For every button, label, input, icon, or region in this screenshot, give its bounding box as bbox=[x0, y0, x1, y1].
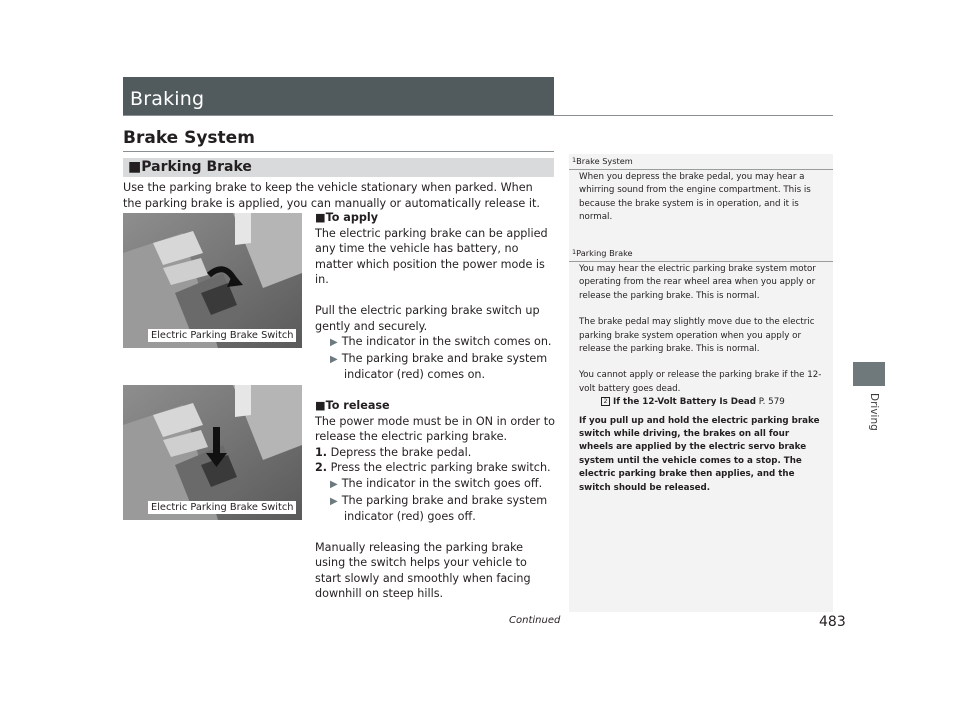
subsection-title bbox=[128, 159, 252, 175]
release-heading: ■To release bbox=[315, 398, 390, 412]
parking-brake-photo-apply bbox=[123, 213, 302, 348]
release-result-2-cont: indicator (red) goes off. bbox=[344, 510, 476, 524]
release-step-1: 1. Depress the brake pedal. bbox=[315, 445, 472, 459]
apply-result-2-cont: indicator (red) comes on. bbox=[344, 368, 486, 382]
heading-rule bbox=[123, 151, 554, 152]
note-rule bbox=[569, 169, 833, 170]
note-rule bbox=[569, 261, 833, 262]
parking-brake-photo-release bbox=[123, 385, 302, 520]
console-illustration-release bbox=[123, 385, 302, 520]
console-illustration-apply bbox=[123, 213, 302, 348]
reference-icon: 2 bbox=[601, 397, 610, 406]
note-para-2: The brake pedal may slightly move due to the electric parking brake system operation when you apply or release the parking brake. This is normal. bbox=[579, 317, 815, 355]
result-arrow-icon: ▶ bbox=[330, 337, 338, 349]
result-arrow-icon: ▶ bbox=[330, 353, 338, 365]
photo-caption-release: Electric Parking Brake Switch bbox=[148, 501, 296, 514]
note-parking-brake-title: $^1$Parking Brake bbox=[572, 248, 633, 258]
intro-paragraph: Use the parking brake to keep the vehicle stationary when parked. When the parking brake is applied, you can manually or automatically release it. bbox=[123, 181, 540, 210]
square-bullet-icon: ■ bbox=[315, 398, 326, 412]
subsection-title-text: Parking Brake bbox=[141, 159, 252, 175]
note-brake-system-title: $^1$Brake System bbox=[572, 156, 633, 166]
release-result-2: ▶ The parking brake and brake system bbox=[330, 493, 548, 507]
release-para-2: Manually releasing the parking brake using the switch helps your vehicle to start slowly and smoothly when facing downhill on steep hills. bbox=[315, 540, 531, 601]
procedure-column bbox=[315, 210, 555, 602]
battery-dead-reference-link[interactable]: 2 If the 12-Volt Battery Is Dead P. 579 bbox=[579, 396, 825, 409]
header-rule bbox=[123, 115, 833, 116]
page-heading: Brake System bbox=[123, 128, 255, 148]
apply-heading: ■To apply bbox=[315, 211, 378, 224]
apply-result-1: ▶ The indicator in the switch comes on. bbox=[330, 335, 552, 349]
release-result-1: ▶ The indicator in the switch goes off. bbox=[330, 476, 543, 490]
side-tab-label: Driving bbox=[868, 393, 880, 431]
continued-label: Continued bbox=[509, 615, 561, 626]
note-para-3: You cannot apply or release the parking brake if the 12-volt battery goes dead. bbox=[579, 370, 822, 394]
photo-caption-apply: Electric Parking Brake Switch bbox=[148, 329, 296, 342]
release-para-1: The power mode must be in ON in order to release the electric parking brake. bbox=[315, 414, 555, 444]
result-arrow-icon: ▶ bbox=[330, 495, 338, 507]
page-number: 483 bbox=[819, 614, 846, 630]
result-arrow-icon: ▶ bbox=[330, 478, 338, 490]
push-arrow-icon bbox=[213, 427, 220, 455]
apply-para-2: Pull the electric parking brake switch up gently and securely. bbox=[315, 303, 540, 333]
apply-result-2: ▶ The parking brake and brake system bbox=[330, 351, 548, 365]
note-parking-brake-body bbox=[579, 263, 825, 495]
note-brake-system-body: When you depress the brake pedal, you may hear a whirring sound from the engine compartment. This is because the brake system is in operation, and it is normal. bbox=[579, 172, 811, 223]
note-para-1: You may hear the electric parking brake system motor operating from the rear wheel area when you apply or release the parking brake. This is normal. bbox=[579, 264, 816, 301]
side-tab bbox=[853, 362, 885, 386]
section-title: Braking bbox=[130, 88, 205, 110]
note-para-4: If you pull up and hold the electric parking brake switch while driving, the brakes on all four wheels are applied by the electric servo brake system until the vehicle comes to a stop. The electric parking brake then applies, and the switch should be released. bbox=[579, 415, 820, 493]
square-bullet-icon: ■ bbox=[128, 159, 142, 175]
apply-para-1: The electric parking brake can be applied any time the vehicle has battery, no matter which position the power mode is in. bbox=[315, 226, 548, 287]
square-bullet-icon: ■ bbox=[315, 211, 326, 224]
release-step-2: 2. Press the electric parking brake switch. bbox=[315, 461, 551, 475]
